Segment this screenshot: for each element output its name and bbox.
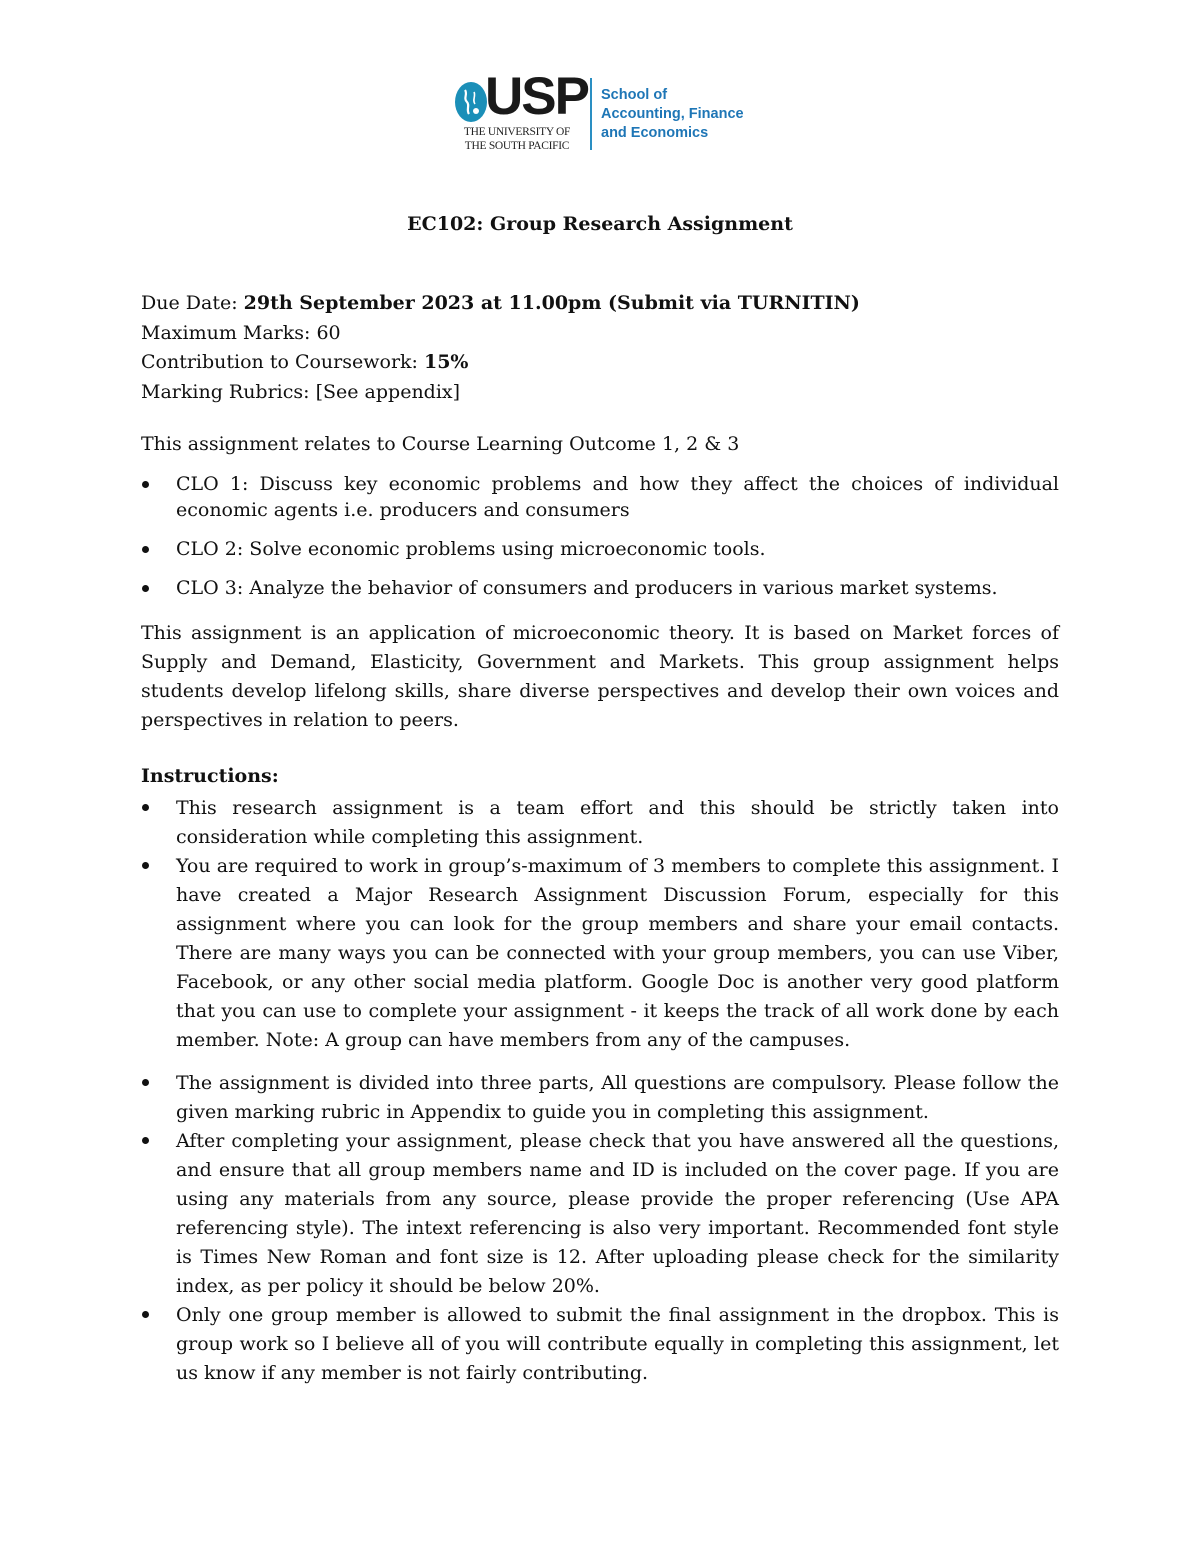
application-paragraph: This assignment is an application of microeconomic theory. It is based on Market forces of Supply and Demand, Elasticity, Government and Markets. This group assignment helps students develop lifelong skills, share diverse perspectives and develop their own voices and perspectives in relation to peers. bbox=[141, 622, 1059, 731]
clo-list bbox=[141, 471, 1059, 614]
school-line-1: School of bbox=[601, 87, 668, 103]
assignment-meta bbox=[141, 289, 860, 407]
instruction-item: After completing your assignment, please check that you have answered all the questions, and ensure that all group members name and ID is included on the cover page. If you are using any materials from any source, please provide the proper referencing (Use APA referencing style). The intext referencing is also very important. Recommended font style is Times New Roman and font size is 12. After uploading please check for the similarity index, as per policy it should be below 20%. bbox=[141, 1127, 1059, 1301]
instruction-item: Only one group member is allowed to submit the final assignment in the dropbox. This is group work so I believe all of you will contribute equally in completing this assignment, let us know if any member is not fairly contributing. bbox=[141, 1301, 1059, 1388]
contribution-label: Contribution to Coursework: bbox=[141, 351, 424, 373]
due-date-value: 29th September 2023 at 11.00pm (Submit via TURNITIN) bbox=[243, 292, 860, 314]
rubrics-label: Marking Rubrics: bbox=[141, 380, 316, 403]
instructions-list bbox=[141, 794, 1059, 1388]
clo-item: CLO 3: Analyze the behavior of consumers and producers in various market systems. bbox=[141, 575, 1059, 601]
instruction-item: This research assignment is a team effort and this should be strictly taken into consideration while completing this assignment. bbox=[141, 794, 1059, 852]
rubrics-value: [See appendix] bbox=[315, 380, 461, 403]
rubrics-line bbox=[141, 378, 860, 408]
instruction-item: You are required to work in group’s-maximum of 3 members to complete this assignment. I have created a Major Research Assignment Discussion Forum, especially for this assignment where you can look for the group members and share your email contacts. There are many ways you can be connected with your group members, you can use Viber, Facebook, or any other social media platform. Google Doc is another very good platform that you can use to complete your assignment - it keeps the track of all work done by each member. Note: A group can have members from any of the campuses. bbox=[141, 852, 1059, 1055]
university-name: THE UNIVERSITY OF THE SOUTH PACIFIC bbox=[463, 126, 571, 152]
instructions-heading: Instructions: bbox=[141, 765, 279, 787]
clo-item: CLO 2: Solve economic problems using microeconomic tools. bbox=[141, 536, 1059, 562]
due-date-label: Due Date: bbox=[141, 292, 244, 314]
max-marks-label: Maximum Marks: bbox=[141, 321, 317, 344]
usp-logo bbox=[454, 67, 754, 156]
clo-item: CLO 1: Discuss key economic problems and how they affect the choices of individual economic agents i.e. producers and consumers bbox=[141, 471, 1059, 523]
max-marks-value: 60 bbox=[316, 321, 341, 344]
clo-intro: This assignment relates to Course Learning Outcome 1, 2 & 3 bbox=[141, 433, 740, 455]
contribution-line bbox=[141, 348, 860, 378]
instruction-item: The assignment is divided into three parts, All questions are compulsory. Please follow the given marking rubric in Appendix to guide you in completing this assignment. bbox=[141, 1069, 1059, 1127]
max-marks-line bbox=[141, 319, 860, 349]
logo-divider bbox=[590, 78, 592, 150]
usp-wordmark: USP bbox=[485, 67, 588, 126]
due-date-line bbox=[141, 289, 860, 319]
school-line-2: Accounting, Finance bbox=[601, 106, 744, 122]
contribution-value: 15% bbox=[423, 351, 469, 373]
school-line-3: and Economics bbox=[601, 125, 709, 141]
school-name bbox=[601, 86, 744, 143]
page-title: EC102: Group Research Assignment bbox=[407, 213, 793, 235]
